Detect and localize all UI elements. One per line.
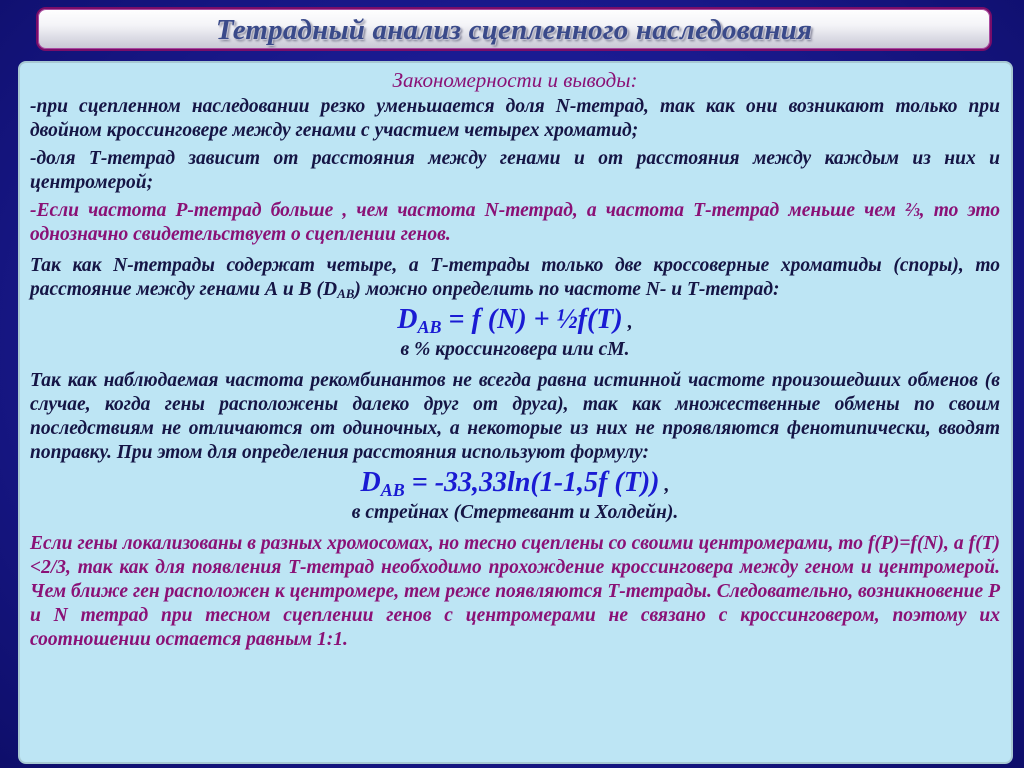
formula-1-subscript: AB	[417, 317, 442, 337]
formula-2-expression: = -33,33ln(1-1,5f (T))	[404, 467, 660, 498]
formula-1-comma: ,	[622, 311, 633, 333]
formula-2-subscript: AB	[380, 480, 405, 500]
slide-title: Тетрадный анализ сцепленного наследования	[215, 14, 813, 46]
formula-1-expression: = f (N) + ½f(T)	[441, 304, 623, 335]
formula-2-d: D	[360, 467, 381, 498]
formula-distance-1	[30, 304, 1000, 338]
paragraph-n-t-tetrads	[30, 254, 1000, 302]
paragraph-1-subscript: AB	[337, 286, 355, 301]
paragraph-1-text-end: ) можно определить по частоте N- и Т-тетрад:	[354, 279, 780, 300]
slide-title-bar	[36, 7, 992, 51]
paragraph-centromere-linkage: Если гены локализованы в разных хромосомах, но тесно сцеплены со своими центромерами, то f(P)=f(N), а f(T)<2/3, так как для появления Т-тетрад необходимо прохождение кроссинговера между геном и центромерой. Чем ближе ген расположен к центромере, тем реже появляются Т-тетрады. Следовательно, возникновение Р и N тетрад при тесном сцеплении генов с центромерами не связано с кроссинговером, поэтому их соотношении остается равным 1:1.	[30, 533, 1000, 650]
conclusion-bullet-1: -при сцепленном наследовании резко уменьшается доля N-тетрад, так как они возникают только при двойном кроссинговере между генами с участием четырех хроматид;	[30, 96, 1000, 141]
conclusion-bullet-3: -Если частота Р-тетрад больше , чем частота N-тетрад, а частота Т-тетрад меньше чем ⅔, то это однозначно свидетельствует о сцеплении генов.	[30, 200, 1000, 245]
formula-distance-2	[30, 467, 1000, 501]
formula-1-unit: в % кроссинговера или сМ.	[400, 339, 630, 360]
paragraph-correction: Так как наблюдаемая частота рекомбинантов не всегда равна истинной частоте произошедших обменов (в случае, когда гены расположены далеко друг от друга), так как множественные обмены по своим последствиям не отличаются от одиночных, а некоторые из них не проявляются фенотипически, вводят поправку. При этом для определения расстояния используют формулу:	[30, 370, 1000, 463]
formula-1-d: D	[397, 304, 418, 335]
paragraph-1-text-start: Так как N-тетрады содержат четыре, а Т-тетрады только две кроссоверные хроматиды (споры), то расстояние между генами А и В (D	[30, 255, 1000, 300]
content-panel	[18, 61, 1013, 764]
conclusion-bullet-2: -доля Т-тетрад зависит от расстояния между генами и от расстояния между каждым из них и центромерой;	[30, 148, 1000, 193]
formula-2-unit: в стрейнах (Стертевант и Холдейн).	[351, 502, 679, 523]
section-heading: Закономерности и выводы:	[392, 68, 638, 92]
formula-2-comma: ,	[659, 474, 670, 496]
